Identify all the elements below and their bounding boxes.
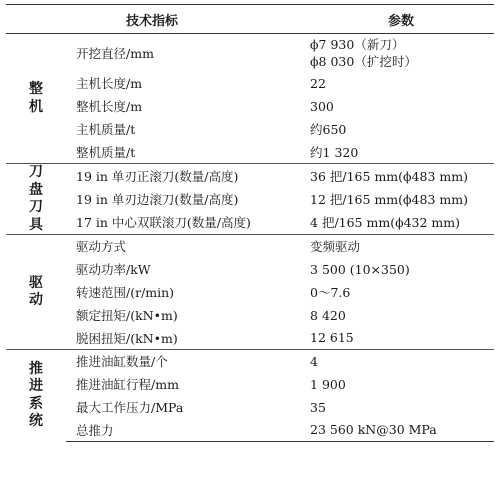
header-parameter: 参数 [298,5,494,34]
value-cell: 12 615 [310,330,354,346]
value-line: ϕ8 030（扩挖时） [310,53,417,69]
group-label-thrust [6,350,66,442]
group-label-text: 推 进 系 统 [29,360,43,430]
indicator-cell: 整机长度/m [76,99,143,114]
indicator-cell: 额定扭矩/(kN•m) [76,308,178,323]
value-cell: 300 [310,98,334,114]
indicator-cell: 主机长度/m [76,76,143,91]
table-row [6,72,494,95]
value-cell: 4 [298,350,494,373]
table-row [6,235,494,258]
table-row [6,141,494,164]
group-label-cutterhead [6,164,66,235]
indicator-cell: 脱困扭矩/(kN•m) [76,330,178,346]
indicator-cell: 推进油缸行程/mm [76,377,179,392]
table-row [6,373,494,396]
value-cell [298,34,494,72]
value-cell: 23 560 kN@30 MPa [298,419,494,442]
table-row [6,164,494,188]
indicator-cell: 整机质量/t [76,144,136,160]
value-cell: 约650 [310,122,347,137]
group-label-drive [6,235,66,350]
value-line: ϕ7 930（新刀） [310,36,405,52]
table-row [6,118,494,141]
group-label-text: 刀 盘 刀 具 [29,164,43,233]
indicator-cell: 最大工作压力/MPa [76,400,184,415]
indicator-cell: 主机质量/t [76,122,136,137]
indicator-cell: 推进油缸数量/个 [66,350,298,373]
indicator-cell: 19 in 单刃正滚刀(数量/高度) [66,164,298,188]
value-cell: 22 [310,75,326,91]
table-row [6,327,494,350]
table-row [6,350,494,373]
table-header-row [6,5,494,34]
spec-table [6,4,494,442]
table-row [6,304,494,327]
indicator-cell: 17 in 中心双联滚刀(数量/高度) [76,215,251,231]
group-label-text: 整 机 [29,81,43,115]
group-label-text: 驱 动 [29,274,43,308]
table-row [6,396,494,419]
value-cell: 4 把/165 mm(ϕ432 mm) [310,215,461,231]
table-row [6,211,494,235]
value-cell: 8 420 [310,307,346,323]
indicator-cell: 总推力 [66,419,298,442]
value-cell: 变频驱动 [298,235,494,258]
value-cell: 3 500 (10×350) [310,261,410,277]
table-row [6,419,494,442]
indicator-cell: 驱动方式 [66,235,298,258]
indicator-cell: 转速范围/(r/min) [76,285,175,300]
value-cell: 36 把/165 mm(ϕ483 mm) [298,164,494,188]
value-cell: 0～7.6 [310,285,351,300]
indicator-cell: 19 in 单刃边滚刀(数量/高度) [76,191,239,207]
group-label-machine [6,34,66,164]
value-cell: 1 900 [310,376,346,392]
table-row [6,187,494,211]
indicator-cell: 驱动功率/kW [76,262,151,277]
header-indicator: 技术指标 [6,5,298,34]
table-row [6,258,494,281]
table-row [6,95,494,118]
value-cell: 35 [310,399,326,415]
table-row [6,34,494,72]
value-cell: 约1 320 [310,144,359,160]
table-row [6,281,494,304]
value-cell: 12 把/165 mm(ϕ483 mm) [310,191,468,207]
indicator-cell: 开挖直径/mm [76,45,154,61]
